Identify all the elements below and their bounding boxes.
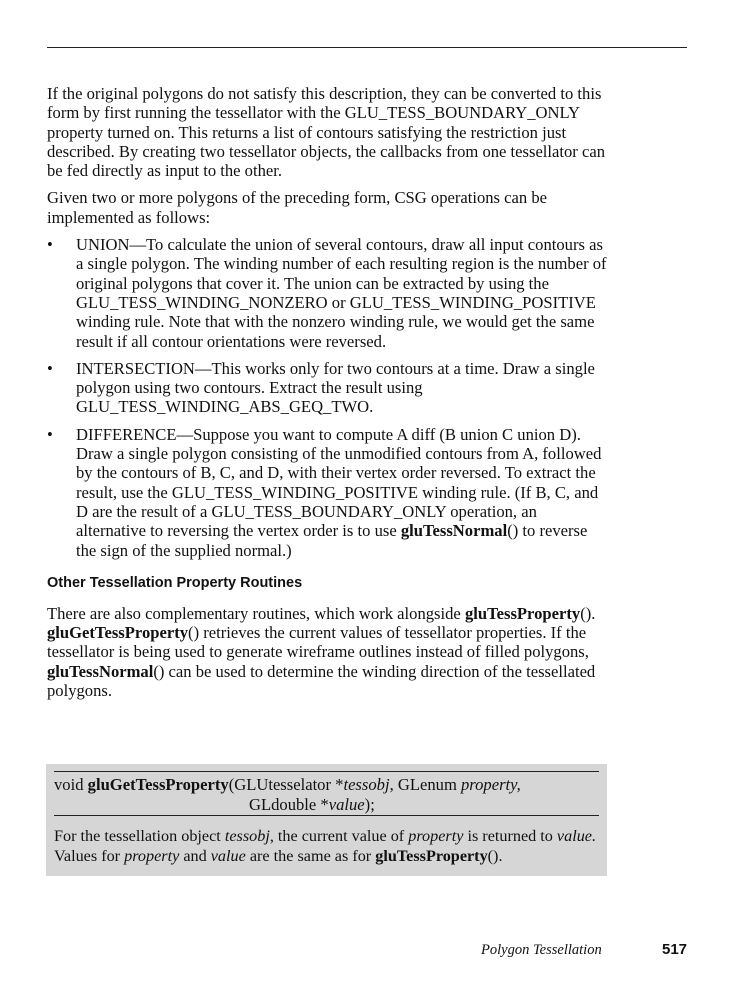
text-run: There are also complementary routines, which work alongside [47,603,465,623]
footer-chapter-title: Polygon Tessellation [481,942,602,958]
function-prototype [54,775,599,814]
intersection-text: INTERSECTION—This works only for two contours at a time. Draw a single polygon using two contours. Extract the result using GLU_TESS_WINDING_ABS_GEQ_TWO. [76,358,595,417]
header-rule [47,47,687,48]
parameter-name: tessobj [224,827,270,845]
text-run: , the current value of [269,827,409,845]
paragraph-complementary [47,604,607,700]
text-run: , GLenum [389,775,461,794]
difference-text-end: () to reverse the sign of the supplied normal.) [76,521,588,560]
return-type: void [54,775,88,794]
text-run: For the tessellation object [54,827,225,845]
text-run: () retrieves the current values of tessellator properties. If the tessellator is being used to generate wireframe outlines instead of filled polygons, [47,623,589,662]
text-run: () can be used to determine the winding direction of the tessellated polygons. [47,661,596,701]
body-text [47,84,607,708]
list-item-union [47,235,607,351]
prototype-rule-bottom [54,815,599,816]
parameter-name: property [408,827,464,845]
paragraph-intro: If the original polygons do not satisfy this description, they can be converted to this form by first running the tessellator with the GLU_TESS_BOUNDARY_ONLY property turned on. This returns a list of contours satisfying the restriction just described. By creating two tessellator objects, the callbacks from one tessellator can be fed directly as input to the other. [47,84,605,181]
text-run: Values for [54,846,125,865]
list-item-difference [47,425,607,560]
union-text: UNION—To calculate the union of several contours, draw all input contours as a single polygon. The winding number of each resulting region is the number of original polygons that cover it. The union can be extracted by using the GLU_TESS_WINDING_NONZERO or GLU_TESS_WINDING_POSITIVE winding rule. Note that with the nonzero winding rule, we would get the same result if all contour orientations were reversed. [76,235,607,351]
bullet-icon: • [47,424,53,444]
function-name: gluTessNormal [47,661,154,681]
difference-text: DIFFERENCE—Suppose you want to compute A diff (B union C union D). Draw a single polygon consisting of the unmodified contours from A, followed by the contours of B, C, and D, with their vertex order reversed. To extract the result, use the GLU_TESS_WINDING_POSITIVE winding rule. (If B, C, and D are the result of a GLU_TESS_BOUNDARY_ONLY operation, an alternative to reversing the vertex order is to use [76,424,602,541]
parameter-name: property [124,846,180,865]
function-name: gluGetTessProperty [47,623,189,643]
function-name: gluTessProperty [464,603,581,623]
page-number: 517 [662,941,688,958]
csg-operations-list [47,235,607,560]
function-description [54,827,599,866]
function-name: gluTessNormal [400,521,508,541]
list-item-intersection [47,359,607,417]
parameter-name: property, [461,775,521,794]
section-heading: Other Tessellation Property Routines [47,574,303,591]
parameter-name: tessobj [343,775,390,794]
function-prototype-box [46,764,607,876]
parameter-name: value [328,794,365,814]
function-name: gluTessProperty [375,846,488,865]
prototype-rule-top [54,771,599,772]
parameter-name: value [210,846,246,865]
bullet-icon: • [47,235,53,255]
text-run: (). [580,603,596,623]
bullet-icon: • [47,358,53,378]
text-run: ); [364,794,375,814]
text-run: and [179,846,211,865]
text-run: (GLUtesselator * [228,775,344,794]
function-name: gluGetTessProperty [87,775,229,794]
prototype-second-line [54,795,599,815]
text-run: is returned to [463,827,557,845]
text-run: (). [487,846,503,865]
parameter-name: value. [556,827,597,845]
text-run: GLdouble * [249,794,329,814]
paragraph-csg: Given two or more polygons of the preceding form, CSG operations can be implemented as follows: [47,188,548,227]
text-run: are the same as for [245,846,376,865]
